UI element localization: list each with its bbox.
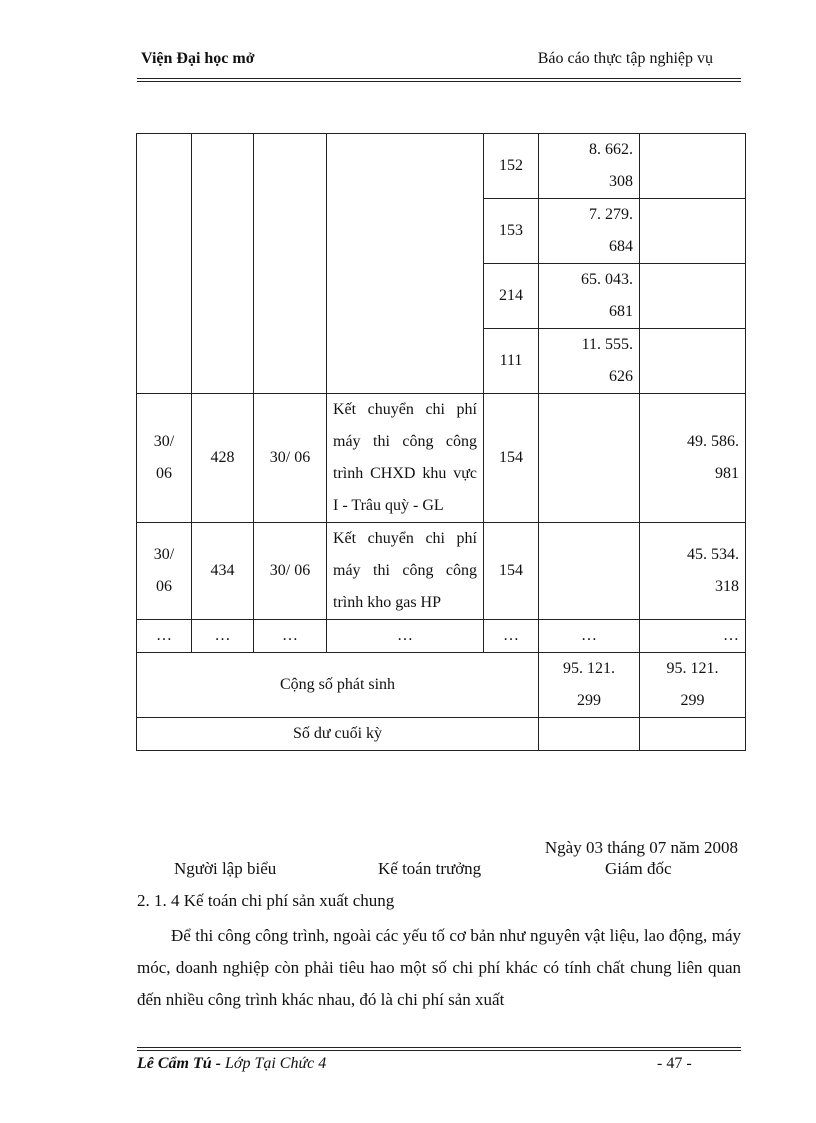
page-header — [137, 48, 741, 76]
closing-row — [137, 718, 746, 751]
closing-credit — [640, 718, 746, 751]
description-cell — [327, 134, 484, 394]
credit-cell — [640, 329, 746, 394]
page-number: - 47 - — [657, 1055, 692, 1072]
ellipsis-cell: … — [254, 620, 327, 653]
ellipsis-cell: … — [137, 620, 192, 653]
voucher-no-cell: 428 — [192, 394, 254, 523]
account-cell: 111 — [484, 329, 539, 394]
author-name: Lê Cẩm Tú - — [137, 1055, 225, 1072]
account-cell: 152 — [484, 134, 539, 199]
header-rule-top — [137, 78, 741, 79]
total-row — [137, 653, 746, 718]
total-debit: 95. 121. 299 — [539, 653, 640, 718]
debit-cell: 8. 662. 308 — [539, 134, 640, 199]
institution-name: Viện Đại học mở — [141, 50, 255, 67]
ellipsis-cell: … — [484, 620, 539, 653]
date-cell — [137, 134, 192, 394]
report-title: Báo cáo thực tập nghiệp vụ — [537, 50, 713, 67]
debit-cell: 65. 043. 681 — [539, 264, 640, 329]
ledger-table — [136, 133, 746, 751]
director-label: Giám đốc — [605, 859, 672, 878]
table-row — [137, 523, 746, 620]
debit-cell — [539, 394, 640, 523]
date-cell: 30/ 06 — [137, 394, 192, 523]
credit-cell — [640, 264, 746, 329]
chief-accountant-label: Kế toán trưởng — [378, 859, 482, 878]
debit-cell: 7. 279. 684 — [539, 199, 640, 264]
ellipsis-cell: … — [192, 620, 254, 653]
debit-cell: 11. 555. 626 — [539, 329, 640, 394]
closing-debit — [539, 718, 640, 751]
footer-author — [137, 1055, 326, 1073]
voucher-date-cell — [254, 134, 327, 394]
footer-rule-top — [137, 1047, 741, 1048]
account-cell: 154 — [484, 394, 539, 523]
description-cell: Kết chuyển chi phí máy thi công công trình kho gas HP — [327, 523, 484, 620]
voucher-no-cell: 434 — [192, 523, 254, 620]
account-cell: 214 — [484, 264, 539, 329]
ellipsis-cell: … — [640, 620, 746, 653]
ellipsis-cell: … — [327, 620, 484, 653]
footer-rule-bottom — [137, 1050, 741, 1051]
table-row — [137, 134, 746, 199]
voucher-date-cell: 30/ 06 — [254, 394, 327, 523]
credit-cell — [640, 134, 746, 199]
credit-cell — [640, 199, 746, 264]
voucher-no-cell — [192, 134, 254, 394]
total-label: Cộng số phát sinh — [137, 653, 539, 718]
voucher-date-cell: 30/ 06 — [254, 523, 327, 620]
table-row — [137, 394, 746, 523]
table-row — [137, 620, 746, 653]
credit-cell: 49. 586. 981 — [640, 394, 746, 523]
body-paragraph: Để thi công công trình, ngoài các yếu tố cơ bản như nguyên vật liệu, lao động, máy móc, doanh nghiệp còn phải tiêu hao một số chi phí khác có tính chất chung liên quan đến nhiều công trình khác nhau, đó là chi phí sản xuất — [137, 926, 741, 1009]
section-heading: 2. 1. 4 Kế toán chi phí sản xuất chung — [137, 891, 395, 910]
credit-cell: 45. 534. 318 — [640, 523, 746, 620]
preparer-label: Người lập biểu — [174, 859, 277, 878]
header-rule-bottom — [137, 81, 741, 82]
signature-date: Ngày 03 tháng 07 năm 2008 — [544, 838, 738, 857]
total-credit: 95. 121. 299 — [640, 653, 746, 718]
class-name: Lớp Tại Chức 4 — [225, 1055, 327, 1072]
date-cell: 30/ 06 — [137, 523, 192, 620]
debit-cell — [539, 523, 640, 620]
account-cell: 154 — [484, 523, 539, 620]
account-cell: 153 — [484, 199, 539, 264]
closing-label: Số dư cuối kỳ — [137, 718, 539, 751]
ellipsis-cell: … — [539, 620, 640, 653]
description-cell: Kết chuyển chi phí máy thi công công trình CHXD khu vực I - Trâu quỳ - GL — [327, 394, 484, 523]
